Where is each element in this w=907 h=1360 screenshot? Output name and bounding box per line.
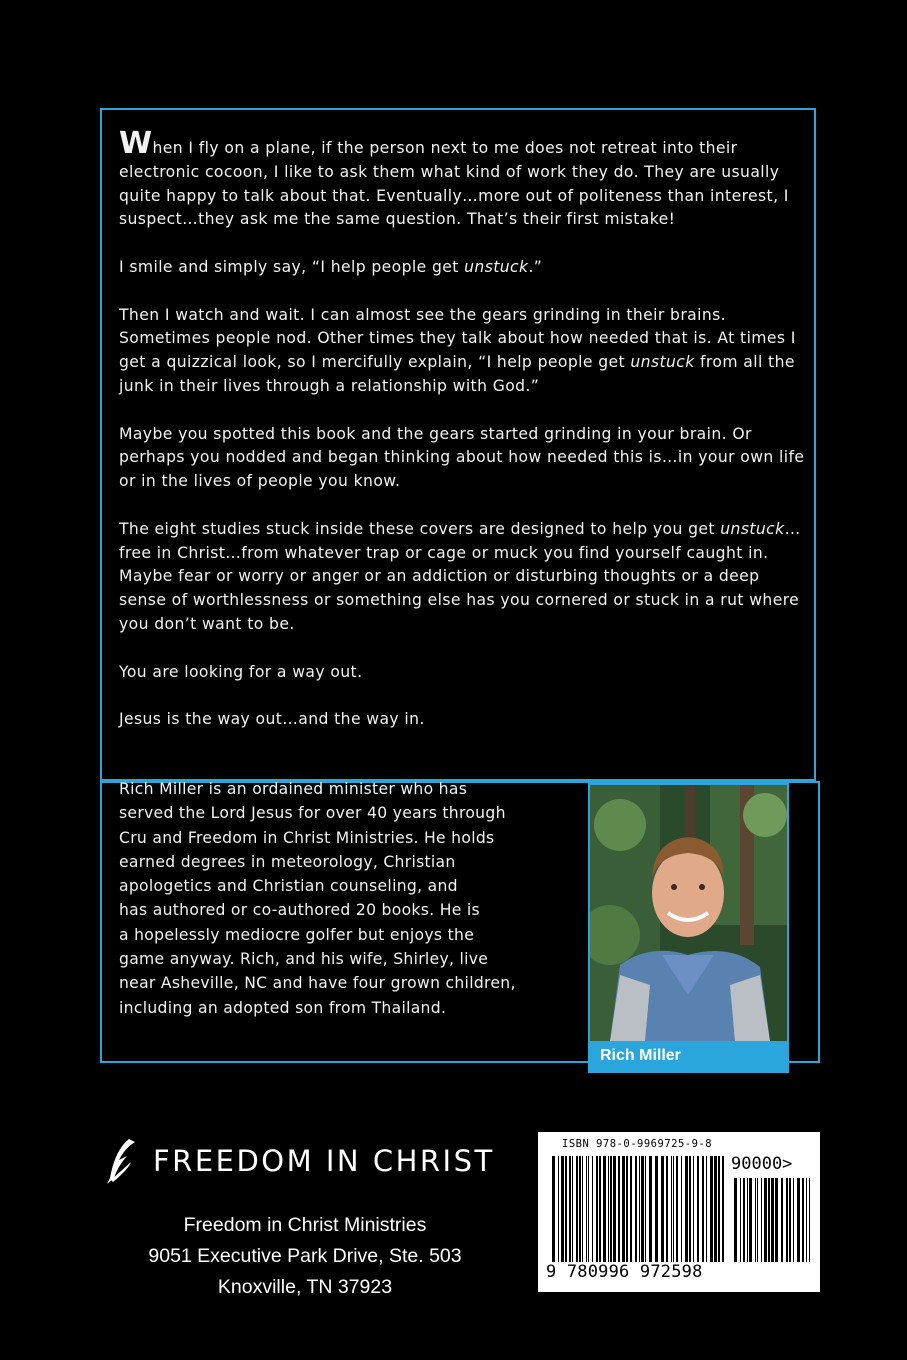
barcode-bar [702, 1156, 704, 1262]
barcode-bar [599, 1156, 601, 1262]
barcode-bar [734, 1178, 737, 1262]
barcode-bar [676, 1156, 678, 1262]
bio-line: served the Lord Jesus for over 40 years through [119, 804, 506, 823]
barcode-bar [626, 1156, 628, 1262]
bio-line: earned degrees in meteorology, Christian [119, 852, 456, 871]
barcode-bar [761, 1178, 762, 1262]
publisher-logo [105, 1138, 495, 1184]
photo-caption: Rich Miller [590, 1041, 787, 1071]
author-portrait-image [590, 785, 787, 1041]
barcode-bar [613, 1156, 616, 1262]
barcode-bar [757, 1178, 758, 1262]
barcode-bar [586, 1156, 587, 1262]
address-line: Freedom in Christ Ministries [183, 1214, 427, 1236]
intro-paragraph-2: I smile and simply say, “I help people get unstuck.” [119, 257, 543, 276]
barcode-bar [747, 1178, 748, 1262]
barcode-bar [775, 1178, 778, 1262]
barcode-bar [768, 1178, 770, 1262]
barcode-bar [649, 1156, 652, 1262]
isbn-barcode [538, 1132, 820, 1292]
barcode-bar [685, 1156, 688, 1262]
intro-paragraph-5: The eight studies stuck inside these covers are designed to help you get unstuck…free in Christ…from whatever trap or cage or muck you find yourself caught in. Maybe fear or worry or anger or an addiction or disturbing thoughts or a deep sense of worthlessness or something else has you cornered or stuck in a rut where you don’t want to be. [119, 519, 801, 633]
author-photo [588, 783, 789, 1073]
isbn-text: ISBN 978-0-9969725-9-8 [562, 1138, 713, 1150]
ean-bars [552, 1156, 724, 1262]
barcode-bar [764, 1178, 767, 1262]
barcode-bar [689, 1156, 691, 1262]
bio-line: Rich Miller is an ordained minister who has [119, 780, 468, 798]
addon-bars [734, 1178, 812, 1262]
barcode-bar [793, 1178, 794, 1262]
barcode-bar [565, 1156, 567, 1262]
barcode-bar [582, 1156, 583, 1262]
bio-line: Cru and Freedom in Christ Ministries. He holds [119, 828, 495, 847]
logo-text: FREEDOM IN CHRIST [153, 1144, 495, 1178]
bio-line: near Asheville, NC and have four grown children, [119, 974, 516, 993]
publisher-address [140, 1210, 470, 1303]
address-line: Knoxville, TN 37923 [217, 1276, 393, 1298]
bio-line: apologetics and Christian counseling, and [119, 877, 458, 896]
barcode-bar [786, 1178, 788, 1262]
barcode-bar [710, 1156, 713, 1262]
bio-line: including an adopted son from Thailand. [119, 998, 447, 1017]
barcode-bar [622, 1156, 625, 1262]
barcode-bar [618, 1156, 620, 1262]
author-bio [119, 777, 579, 1020]
barcode-bar [630, 1156, 632, 1262]
barcode-bar [592, 1156, 593, 1262]
barcode-bar [681, 1156, 682, 1262]
drop-cap: W [119, 126, 153, 161]
barcode-bar [671, 1156, 672, 1262]
intro-paragraph-6: You are looking for a way out. [119, 662, 363, 681]
barcode-bar [749, 1178, 752, 1262]
barcode-bar [697, 1156, 699, 1262]
barcode-bar [802, 1178, 804, 1262]
barcode-bar [806, 1178, 807, 1262]
barcode-bar [610, 1156, 612, 1262]
barcode-bar [558, 1156, 559, 1262]
barcode-bar [693, 1156, 694, 1262]
barcode-bar [706, 1156, 707, 1262]
barcode-bar [655, 1156, 658, 1262]
barcode-bar [714, 1156, 717, 1262]
intro-paragraph-4: Maybe you spotted this book and the gears started grinding in your brain. Or perhaps you nodded and began thinking about how needed this is…in your own life or in the lives of people you know. [119, 424, 805, 491]
barcode-bar [635, 1156, 637, 1262]
barcode-bar [552, 1156, 555, 1262]
barcode-bar [588, 1156, 589, 1262]
bio-line: game anyway. Rich, and his wife, Shirley, live [119, 950, 489, 969]
barcode-bar [645, 1156, 646, 1262]
barcode-bar [603, 1156, 606, 1262]
barcode-bar [740, 1178, 741, 1262]
barcode-bar [809, 1178, 810, 1262]
barcode-bar [789, 1178, 791, 1262]
barcode-bar [596, 1156, 598, 1262]
barcode-bar [673, 1156, 674, 1262]
barcode-bar [561, 1156, 564, 1262]
barcode-bar [576, 1156, 578, 1262]
freedom-feather-icon [105, 1138, 139, 1184]
intro-paragraph-3: Then I watch and wait. I can almost see the gears grinding in their brains. Sometimes people nod. Other times they talk about how needed that is. At times I get a quizzical look, so I mercifully explain, “I help people get unstuck from all the junk in their lives through a relationship with God.” [119, 305, 796, 395]
barcode-bar [579, 1156, 581, 1262]
bio-line: has authored or co-authored 20 books. He is [119, 901, 480, 920]
barcode-bar [572, 1156, 573, 1262]
intro-paragraph-1: When I fly on a plane, if the person next to me does not retreat into their electronic cocoon, I like to ask them what kind of work they do. They are usually quite happy to talk about that. Eventually…more out of politeness than interest, I suspect…they ask me the same question. That’s their first mistake! [119, 126, 789, 229]
intro-text [119, 126, 809, 756]
barcode-bar [641, 1156, 644, 1262]
barcode-bar [797, 1178, 800, 1262]
price-code: 90000> [731, 1154, 793, 1174]
barcode-bar [639, 1156, 640, 1262]
bio-line: a hopelessly mediocre golfer but enjoys the [119, 925, 475, 944]
barcode-bar [608, 1156, 609, 1262]
barcode-bar [718, 1156, 720, 1262]
ean-digits: 9 780996 972598 [546, 1262, 703, 1282]
barcode-bar [569, 1156, 571, 1262]
barcode-bar [755, 1178, 756, 1262]
barcode-bar [722, 1156, 724, 1262]
intro-paragraph-7: Jesus is the way out…and the way in. [119, 710, 425, 729]
barcode-bar [666, 1156, 668, 1262]
barcode-bar [781, 1178, 783, 1262]
barcode-bar [661, 1156, 664, 1262]
address-line: 9051 Executive Park Drive, Ste. 503 [148, 1245, 462, 1267]
barcode-bar [743, 1178, 745, 1262]
barcode-bar [771, 1178, 774, 1262]
